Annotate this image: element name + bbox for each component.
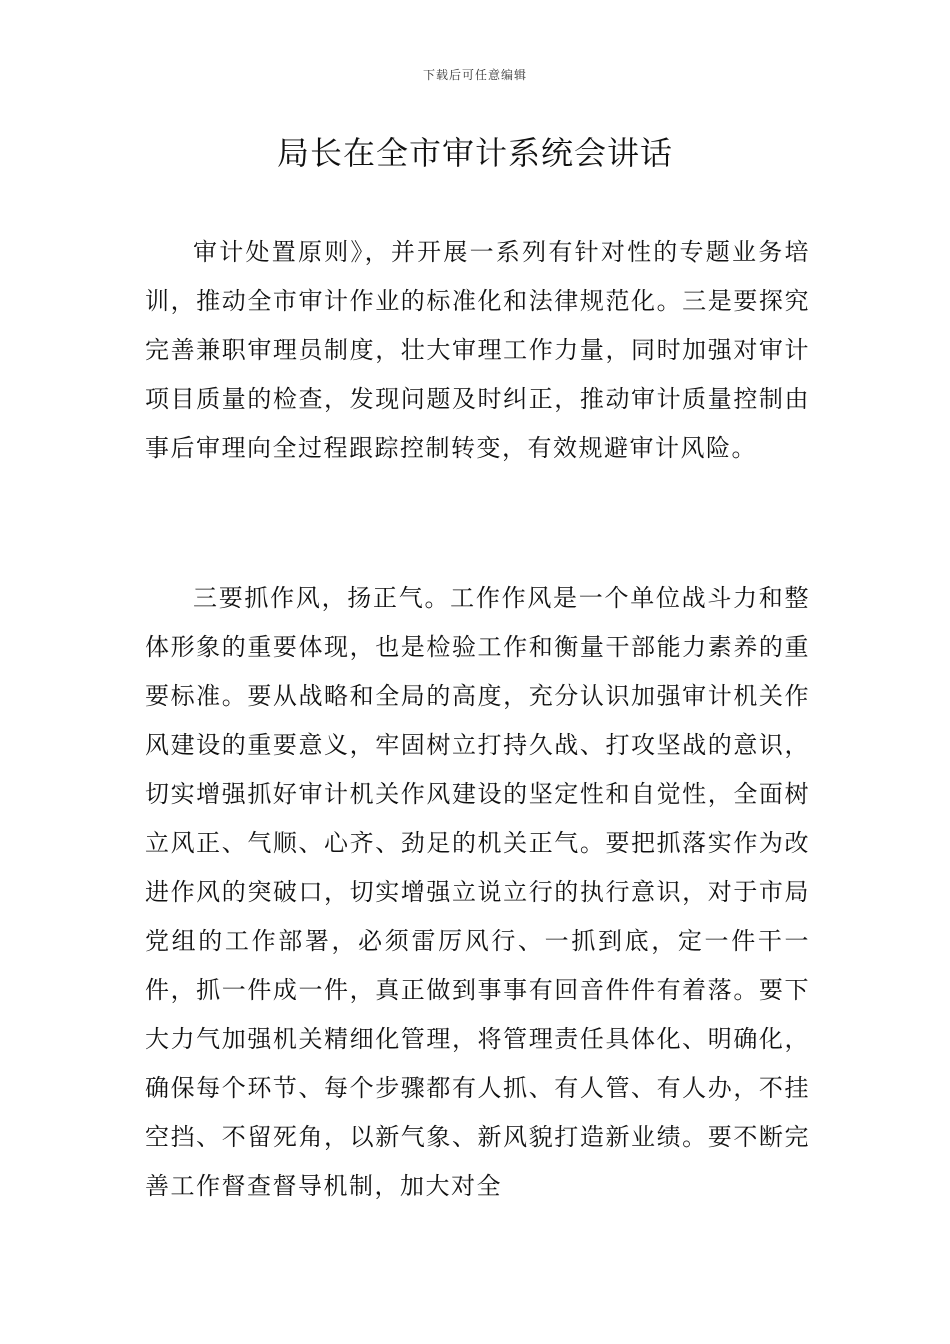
header-note: 下载后可任意编辑 (422, 68, 527, 82)
body-paragraph-1: 审计处置原则》，并开展一系列有针对性的专题业务培训，推动全市审计作业的标准化和法律规范化。三是要探究完善兼职审理员制度，壮大审理工作力量，同时加强对审计项目质量的检查，发现问题及时纠正，推动审计质量控制由事后审理向全过程跟踪控制转变，有效规避审计风险。 (145, 238, 810, 462)
body-paragraph-2: 三要抓作风，扬正气。工作作风是一个单位战斗力和整体形象的重要体现，也是检验工作和衡量干部能力素养的重要标准。要从战略和全局的高度，充分认识加强审计机关作风建设的重要意义，牢固树立打持久战、打攻坚战的意识，切实增强抓好审计机关作风建设的坚定性和自觉性，全面树立风正、气顺、心齐、劲足的机关正气。要把抓落实作为改进作风的突破口，切实增强立说立行的执行意识，对于市局党组的工作部署，必须雷厉风行、一抓到底，定一件干一件，抓一件成一件，真正做到事事有回音件件有着落。要下大力气加强机关精细化管理，将管理责任具体化、明确化，确保每个环节、每个步骤都有人抓、有人管、有人办，不挂空挡、不留死角，以新气象、新风貌打造新业绩。要不断完善工作督查督导机制，加大对全 (145, 584, 810, 1200)
document-title: 局长在全市审计系统会讲话 (276, 134, 673, 172)
